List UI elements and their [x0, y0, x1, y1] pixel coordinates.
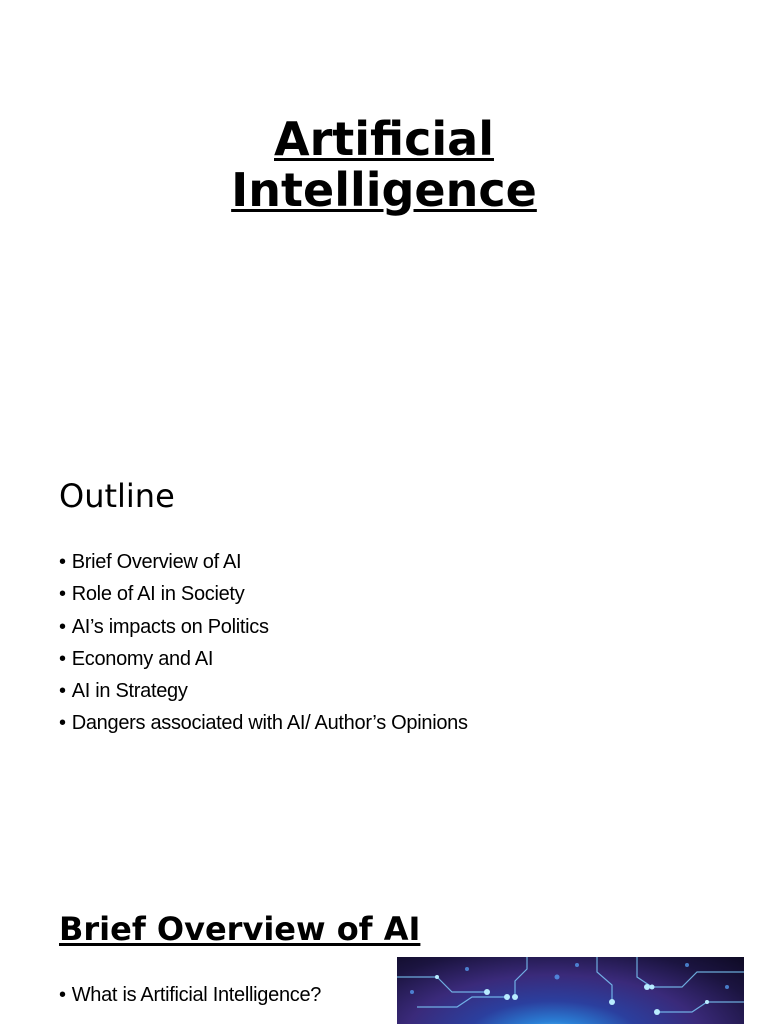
outline-item: • Brief Overview of AI — [59, 546, 468, 578]
outline-item: • Role of AI in Society — [59, 578, 468, 610]
outline-item: • Dangers associated with AI/ Author’s Opinions — [59, 707, 468, 739]
slide-title — [0, 114, 768, 216]
outline-heading: Outline — [59, 477, 175, 515]
outline-item: • AI’s impacts on Politics — [59, 611, 468, 643]
title-line-1: Artificial — [274, 112, 494, 166]
overview-heading: Brief Overview of AI — [59, 910, 421, 948]
outline-list — [59, 546, 468, 740]
ai-brain-circuit-image — [397, 957, 744, 1024]
outline-item: • Economy and AI — [59, 643, 468, 675]
title-line-2: Intelligence — [231, 163, 537, 217]
overview-item: • What is Artificial Intelligence? — [59, 979, 321, 1011]
overview-list — [59, 979, 321, 1011]
outline-item: • AI in Strategy — [59, 675, 468, 707]
circuit-graphic — [397, 957, 744, 1024]
